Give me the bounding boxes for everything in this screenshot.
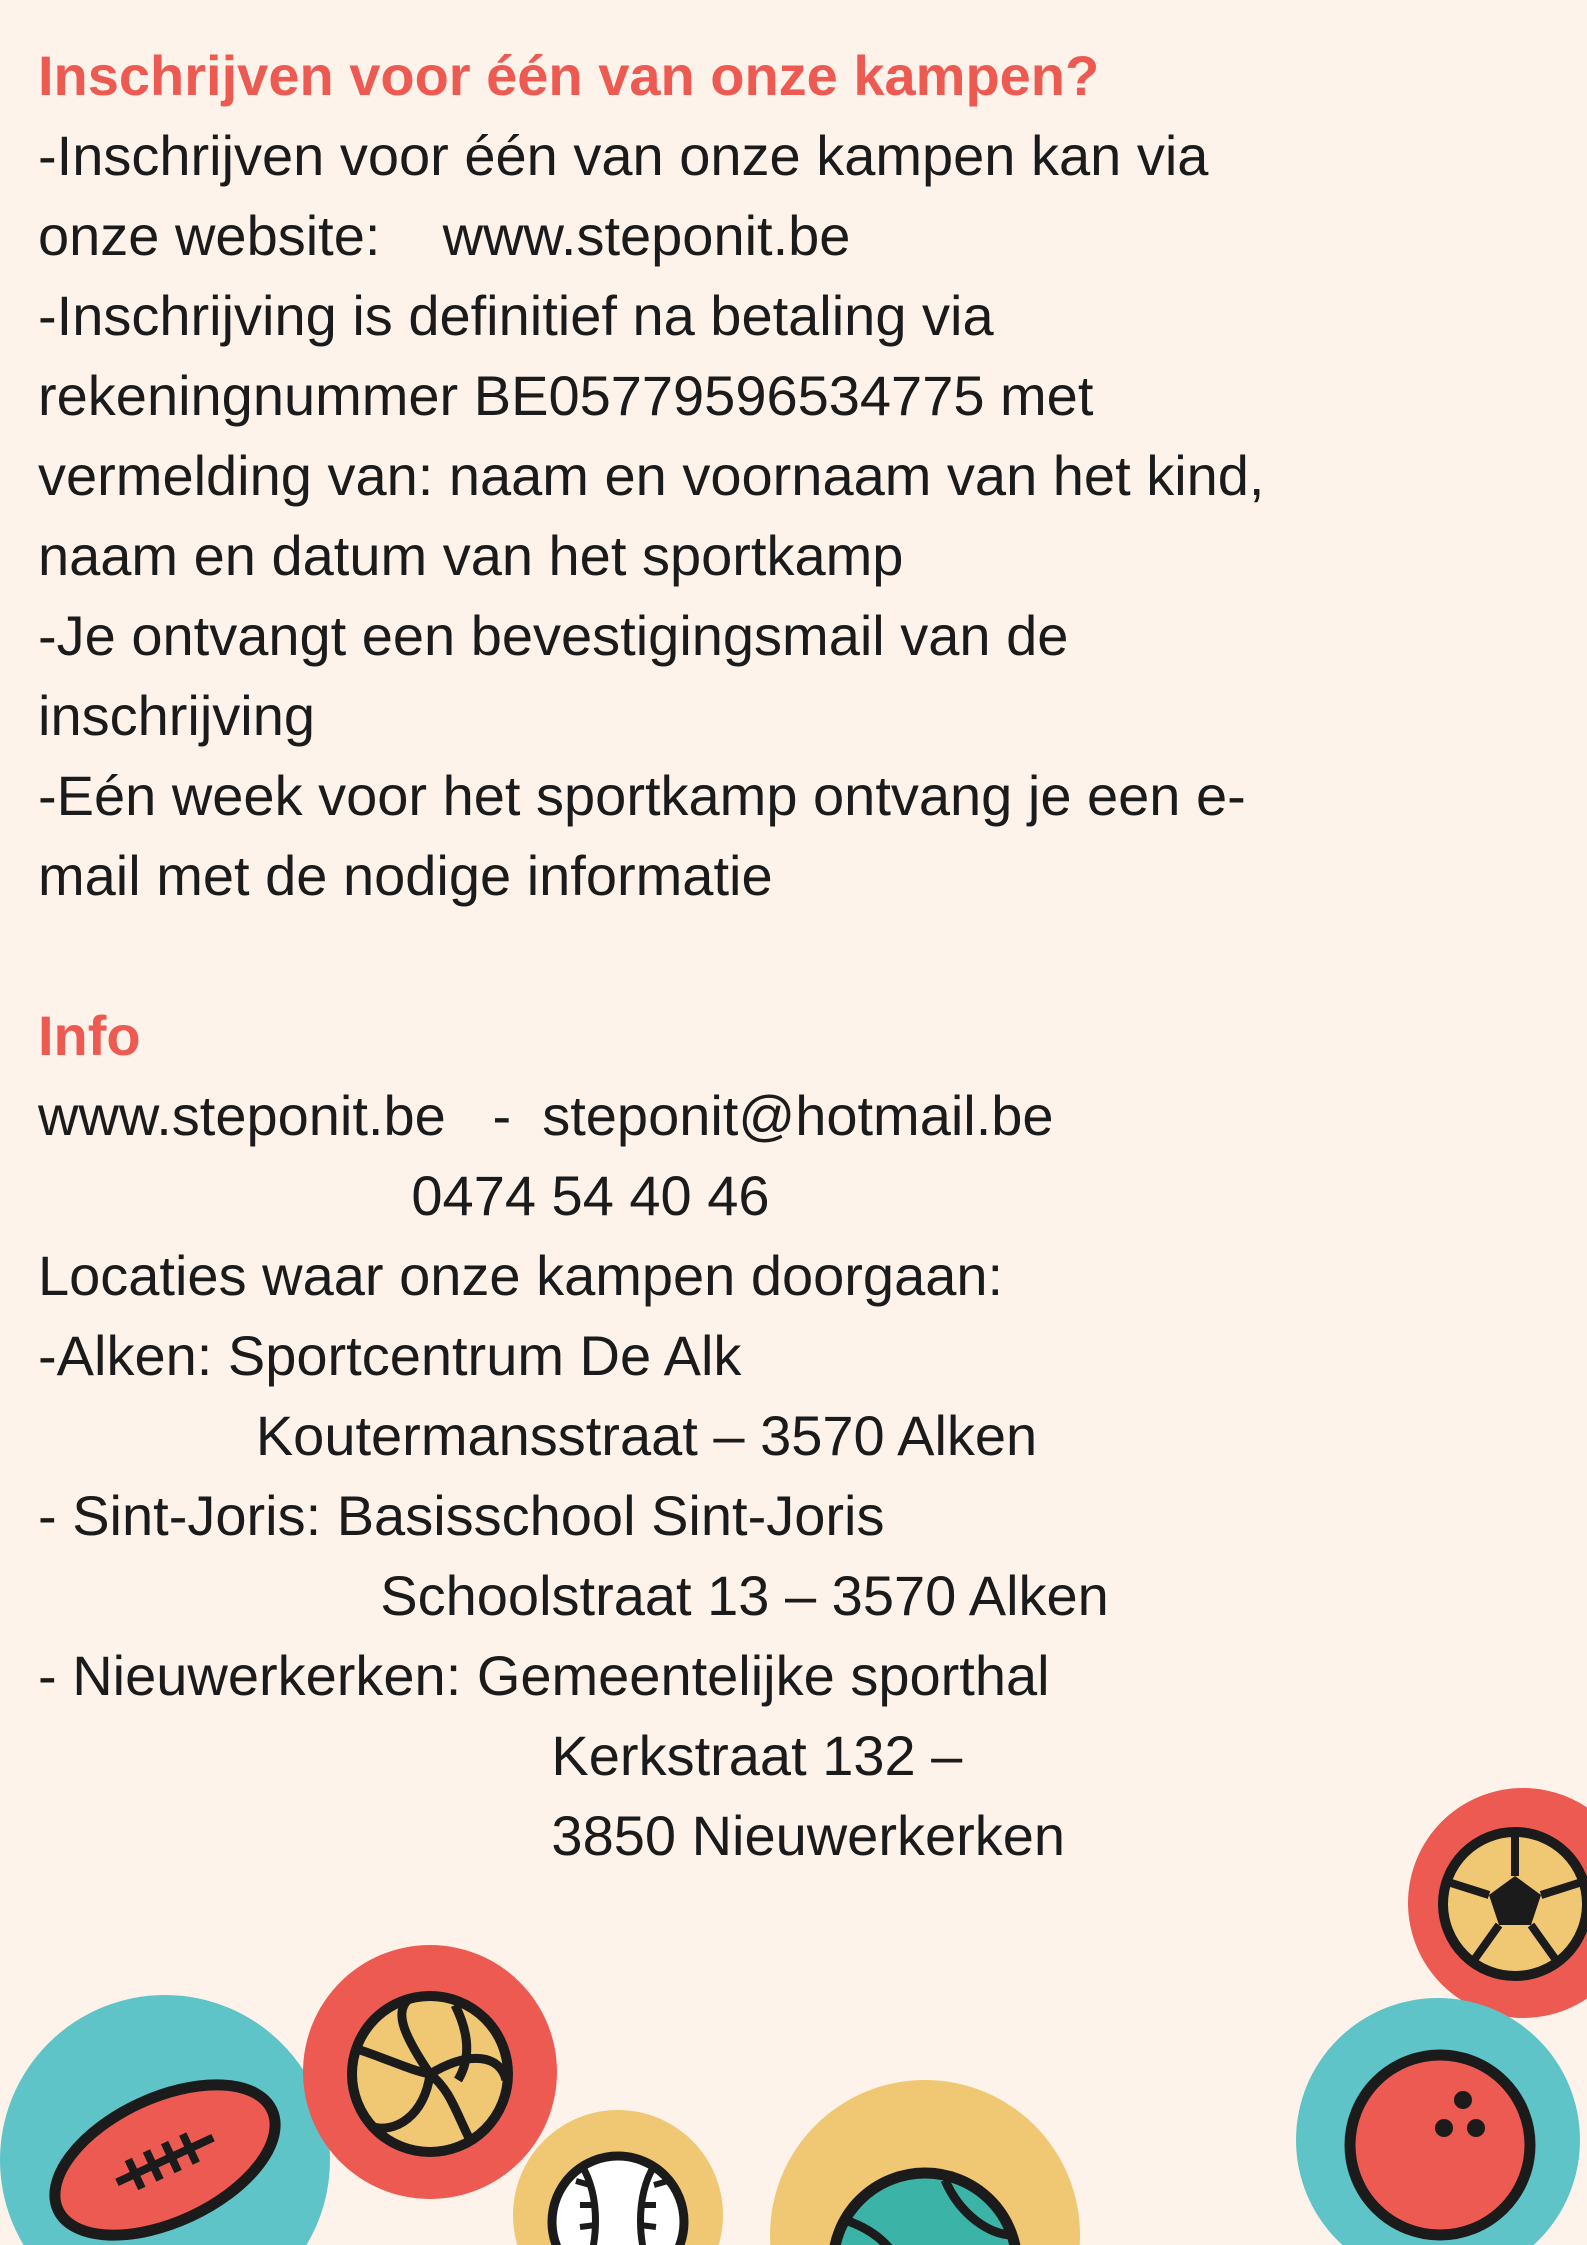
tennis-ball-icon <box>770 2080 1080 2245</box>
bowling-ball-icon <box>1296 1998 1580 2245</box>
registration-line: rekeningnummer BE05779596534775 met <box>38 364 1094 427</box>
info-line: - Sint-Joris: Basisschool Sint-Joris <box>38 1484 885 1547</box>
registration-line: inschrijving <box>38 684 315 747</box>
info-heading: Info <box>38 1004 141 1067</box>
registration-line: onze website: www.steponit.be <box>38 204 851 267</box>
info-line: 0474 54 40 46 <box>38 1164 770 1227</box>
volleyball-icon <box>303 1945 557 2199</box>
registration-line: vermelding van: naam en voornaam van het kind, <box>38 444 1265 507</box>
registration-line: -Eén week voor het sportkamp ontvang je een e- <box>38 764 1246 827</box>
registration-line: -Inschrijven voor één van onze kampen kan via <box>38 124 1209 187</box>
info-line: Koutermansstraat – 3570 Alken <box>38 1404 1038 1467</box>
baseball-icon <box>513 2110 723 2245</box>
soccer-ball-icon <box>1408 1788 1587 2018</box>
registration-line: naam en datum van het sportkamp <box>38 524 904 587</box>
info-line: Kerkstraat 132 – <box>38 1724 963 1787</box>
registration-heading: Inschrijven voor één van onze kampen? <box>38 44 1100 107</box>
info-line: - Nieuwerkerken: Gemeentelijke sporthal <box>38 1644 1050 1707</box>
info-line: Schoolstraat 13 – 3570 Alken <box>38 1564 1109 1627</box>
info-line: -Alken: Sportcentrum De Alk <box>38 1324 742 1387</box>
info-line: www.steponit.be - steponit@hotmail.be <box>38 1084 1054 1147</box>
registration-line: -Inschrijving is definitief na betaling via <box>38 284 994 347</box>
info-line: Locaties waar onze kampen doorgaan: <box>38 1244 1004 1307</box>
registration-line: mail met de nodige informatie <box>38 844 773 907</box>
info-line: 3850 Nieuwerkerken <box>38 1804 1066 1867</box>
registration-line: -Je ontvangt een bevestigingsmail van de <box>38 604 1069 667</box>
rugby-ball-icon <box>0 1995 330 2245</box>
